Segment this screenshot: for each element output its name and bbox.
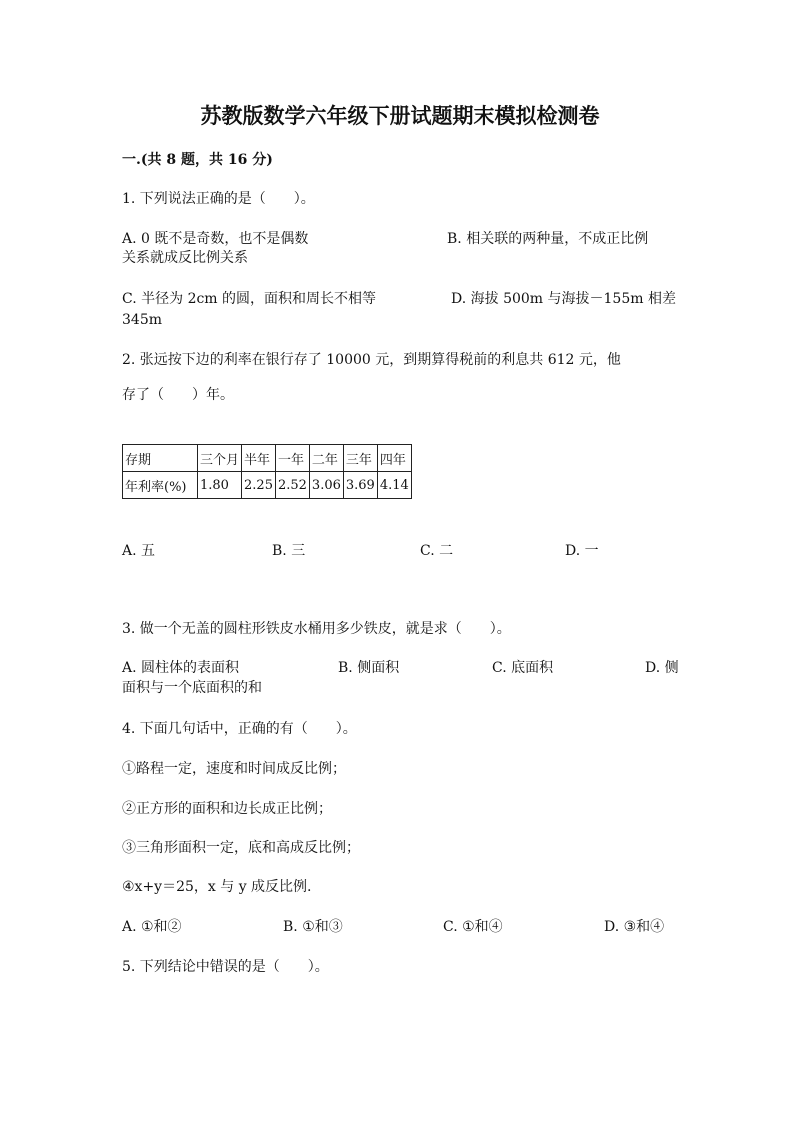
table-header-cell: 一年 (275, 445, 309, 472)
table-cell: 年利率(%) (123, 472, 198, 499)
q5-stem: 5. 下列结论中错误的是（ ）。 (122, 959, 329, 975)
q1-option-b: B. 相关联的两种量，不成正比例 (447, 231, 649, 247)
table-header-cell: 半年 (242, 445, 276, 472)
table-cell: 2.25 (242, 472, 276, 499)
q3-option-b: B. 侧面积 (338, 660, 400, 676)
q4-statement-2: ②正方形的面积和边长成正比例； (122, 801, 332, 817)
table-row (123, 445, 412, 472)
table-header-cell: 四年 (377, 445, 411, 472)
q3-option-a: A. 圆柱体的表面积 (122, 660, 240, 676)
q3-option-c: C. 底面积 (492, 660, 554, 676)
q2-stem: 2. 张远按下边的利率在银行存了 10000 元，到期算得税前的利息共 612 元，他 (122, 352, 621, 368)
table-header-cell: 三年 (343, 445, 377, 472)
q1-stem: 1. 下列说法正确的是（ ）。 (122, 191, 315, 207)
table-cell: 3.69 (343, 472, 377, 499)
q4-option-c: C. ①和④ (443, 919, 503, 935)
q2-option-b: B. 三 (272, 543, 306, 559)
q4-statement-1: ①路程一定，速度和时间成反比例； (122, 761, 346, 777)
q3-option-d: D. 侧 (645, 660, 679, 676)
section-heading: 一.(共 8 题，共 16 分) (122, 152, 273, 168)
table-header-cell: 存期 (123, 445, 198, 472)
q2-option-c: C. 二 (420, 543, 454, 559)
q3-stem: 3. 做一个无盖的圆柱形铁皮水桶用多少铁皮，就是求（ ）。 (122, 621, 511, 637)
q1-option-a: A. 0 既不是奇数，也不是偶数 (122, 231, 309, 247)
table-header-cell: 二年 (309, 445, 343, 472)
q1-option-c: C. 半径为 2cm 的圆，面积和周长不相等 (122, 291, 377, 307)
q4-option-a: A. ①和② (122, 919, 182, 935)
q2-stem-cont: 存了（ ）年。 (122, 387, 234, 403)
interest-rate-table (122, 444, 412, 499)
q4-statement-3: ③三角形面积一定，底和高成反比例； (122, 840, 360, 856)
q4-option-b: B. ①和③ (283, 919, 343, 935)
q1-option-b-cont: 关系就成反比例关系 (122, 250, 248, 266)
table-cell: 4.14 (377, 472, 411, 499)
q3-option-d-cont: 面积与一个底面积的和 (122, 680, 262, 696)
q4-stem: 4. 下面几句话中，正确的有（ ）。 (122, 721, 357, 737)
table-row (123, 472, 412, 499)
page-title: 苏教版数学六年级下册试题期末模拟检测卷 (200, 103, 600, 128)
q4-statement-4: ④x+y＝25，x 与 y 成反比例. (122, 879, 312, 895)
table-cell: 3.06 (309, 472, 343, 499)
q4-option-d: D. ③和④ (604, 919, 665, 935)
q1-option-d: D. 海拔 500m 与海拔－155m 相差 (451, 291, 676, 307)
table-cell: 1.80 (198, 472, 242, 499)
table-header-cell: 三个月 (198, 445, 242, 472)
table-cell: 2.52 (275, 472, 309, 499)
q2-option-a: A. 五 (122, 543, 156, 559)
q1-option-d-cont: 345m (122, 312, 162, 328)
q2-option-d: D. 一 (565, 543, 599, 559)
